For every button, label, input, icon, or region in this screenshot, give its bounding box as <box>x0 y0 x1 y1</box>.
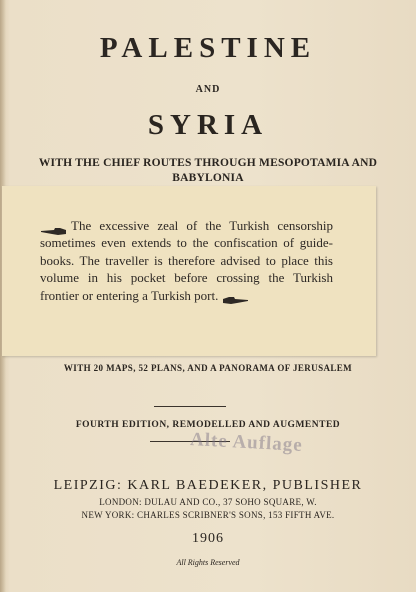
book-title: PALESTINE <box>99 32 317 64</box>
maps-line: WITH 20 MAPS, 52 PLANS, AND A PANORAMA OF JERUSALEM <box>63 363 353 373</box>
pointing-hand-icon <box>222 292 249 301</box>
new-york-line: NEW YORK: CHARLES SCRIBNER'S SONS, 153 FIFTH AVE. <box>81 510 335 520</box>
censorship-notice <box>40 217 333 304</box>
pointing-hand-icon <box>40 223 67 232</box>
london-line: LONDON: DULAU AND CO., 37 SOHO SQUARE, W. <box>99 497 317 507</box>
library-stamp: Alte Auflage <box>189 429 304 456</box>
routes-description: WITH THE CHIEF ROUTES THROUGH MESOPOTAMIA AND BABYLONIA <box>38 157 378 184</box>
title-conjunction: AND <box>195 84 221 95</box>
notice-text: The excessive zeal of the Turkish censorship sometimes even extends to the confiscation of guide-books. The traveller is therefore advised to place this volume in his pocket before crossing the Turkish frontier or entering a Turkish port. <box>40 218 333 303</box>
edition-line: FOURTH EDITION, REMODELLED AND AUGMENTED <box>75 420 341 430</box>
divider-top <box>154 406 226 407</box>
book-subtitle: SYRIA <box>147 109 269 141</box>
rights-notice: All Rights Reserved <box>176 558 240 567</box>
publisher-line: LEIPZIG: KARL BAEDEKER, PUBLISHER <box>53 478 363 493</box>
publication-year: 1906 <box>192 531 224 546</box>
